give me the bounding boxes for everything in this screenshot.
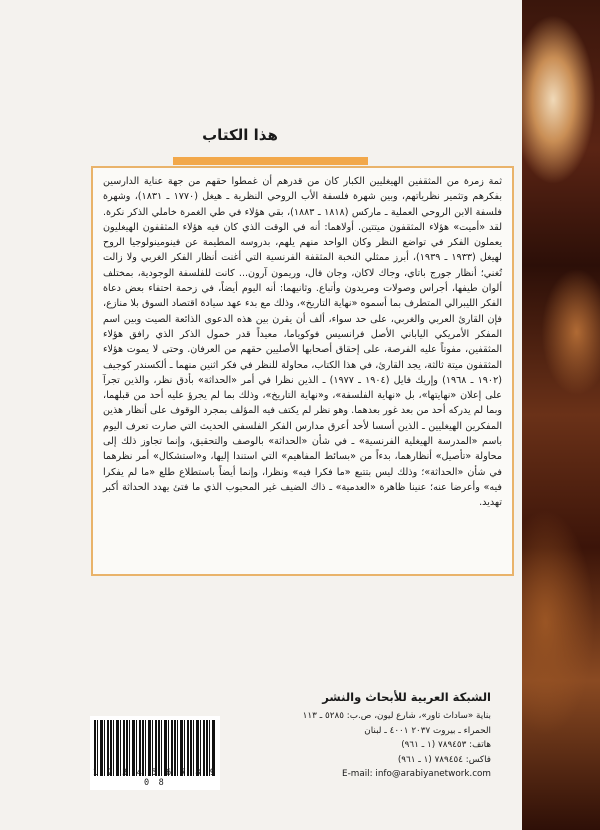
- section-title: هذا الكتاب: [202, 126, 278, 144]
- barcode-number: 1 2 3 4 5 6 7 8 9 0 8: [92, 768, 218, 788]
- email-link[interactable]: E-mail: info@arabiyanetwork.com: [342, 769, 491, 780]
- publisher-name: الشبكة العربية للأبحاث والنشر: [322, 690, 491, 704]
- description-text: ثمة زمرة من المثقفين الهيغليين الكبار كان من قدرهم أن غمطوا حقهم من جهة عناية الدارسين بفكرهم وتثمير نظرياتهم، وبين شهرة فلسفة الأب الروحي النظرية ـ هيغل (١٧٧٠ ـ ١٨٣١)، وشهرة فلسفة الابن الروحي العملية ـ ماركس (١٨١٨ ـ ١٨٨٣)، بقي هؤلاء في طي الغمرة خاملي الذكر نكرة. لقد «أميت» هؤلاء المثقفون ميتتين. أولاهما: أنه في الوقت الذي كان فيه هؤلاء المثقفون الهيغليون يعملون الفكر في تواضع النظر وكان الواحد منهم يلهم، بدروسه المطيمة عن فينومينولوجيا الروح لهيغل (١٩٣٣ ـ ١٩٣٩)، أبرز ممثلي النخبة المثقفة الفرنسية التي أغنت أنظار الفكر الغربي ولا زالت تُغني؛ أنظار جورج باتاي، وجاك لاكان، وجان فال، وريمون آرون... كانت للفلسفة الوجودية، بمختلف ألوان طيفها، أجراس وصولات ومريدون وأتباع. وثانيهما: أنه اليوم أيضاً، في زحمة احتفاء بعض دعاة الفكر الليبرالي المتطرف بما أسموه «نهاية التاريخ»، وذلك مع بدء عهد سيادة اقتصاد السوق بلا منازع، فإن القارئ العربي والغربي، على حد سواء، ألف أن يقرن بين هذه الدعوى الذائعة الصيت وبين اسم المفكر الأمريكي الياباني الأصل فرانسيس فوكوياما، معيداً قدر خمول الذكر الذي رافق هؤلاء المثقفين، مفوتاً عليه الفرصة، على إحقاق أصحابها الأصليين حقهم من العرفان. وحتى لا يموت هؤلاء المثقفون ميتة ثالثة، يجد القارئ، في هذا الكتاب، محاولة للنظر في فكر اثنين منهما ـ ألكسندر كوجيف (١٩٠٢ ـ ١٩٦٨) وإريك فايل (١٩٠٤ ـ ١٩٧٧) ـ الذين نظرا في أمر «الحداثة» بأدق نظر، والذين تجرآ على إعلان «نهايتها»، بل «نهاية الفلسفة»، و«نهاية التاريخ»، وذلك بما لم يجرؤ عليه أحد من قبلهما، وبما لم يدركه أحد من بعد غور بعدهما. وهو نظر لم يكتف فيه المؤلف بمجرد الوقوف على أنظار هذين المفكرين الهيغليين ـ الذين أسسا لأحد أعرق مدارس الفكر الفلسفي الحديث التي صارت تعرف اليوم باسم «المدرسة الهيغلية الفرنسية» ـ في شأن «الحداثة» بالوصف والتحقيق، وإنما تجاوز ذلك إلى محاولة «تأصيل» أنظارهما، بدءاً من «بسائط المفاهيم» التي استندا إليها، و«استشكال» أمر نظرهما في شأن «الحداثة»؛ وذلك ليس بتتبع «ما فكرا فيه» ونظرا، وإنما أيضاً باستطلاع طلع «ما لم يفكرا فيه» وأعرضا عنه؛ عنينا ظاهرة «العدمية» ـ ذاك الضيف غير المحبوب الذي ما فتئ يهدد الحداثة أكبر تهديد.: [103, 176, 502, 509]
- cover-art-strip: [522, 0, 600, 830]
- barcode: [90, 716, 220, 790]
- publisher-address: [303, 709, 491, 782]
- description-box: [91, 166, 514, 576]
- fax-line: فاكس: ٧٨٩٤٥٤ (١ ـ ٩٦١): [397, 754, 491, 765]
- title-underline-bar: [173, 157, 368, 165]
- phone-line: هاتف: ٧٨٩٤٥٣ (١ ـ ٩٦١): [401, 740, 491, 751]
- address-line: الحمراء ـ بيروت ٢٠٣٧ ٤٠٠١ ـ لبنان: [364, 725, 491, 736]
- address-line: بناية «ساداث تاور»، شارع ليون، ص.ب: ٥٢٨٥ ـ ١١٣: [302, 711, 491, 721]
